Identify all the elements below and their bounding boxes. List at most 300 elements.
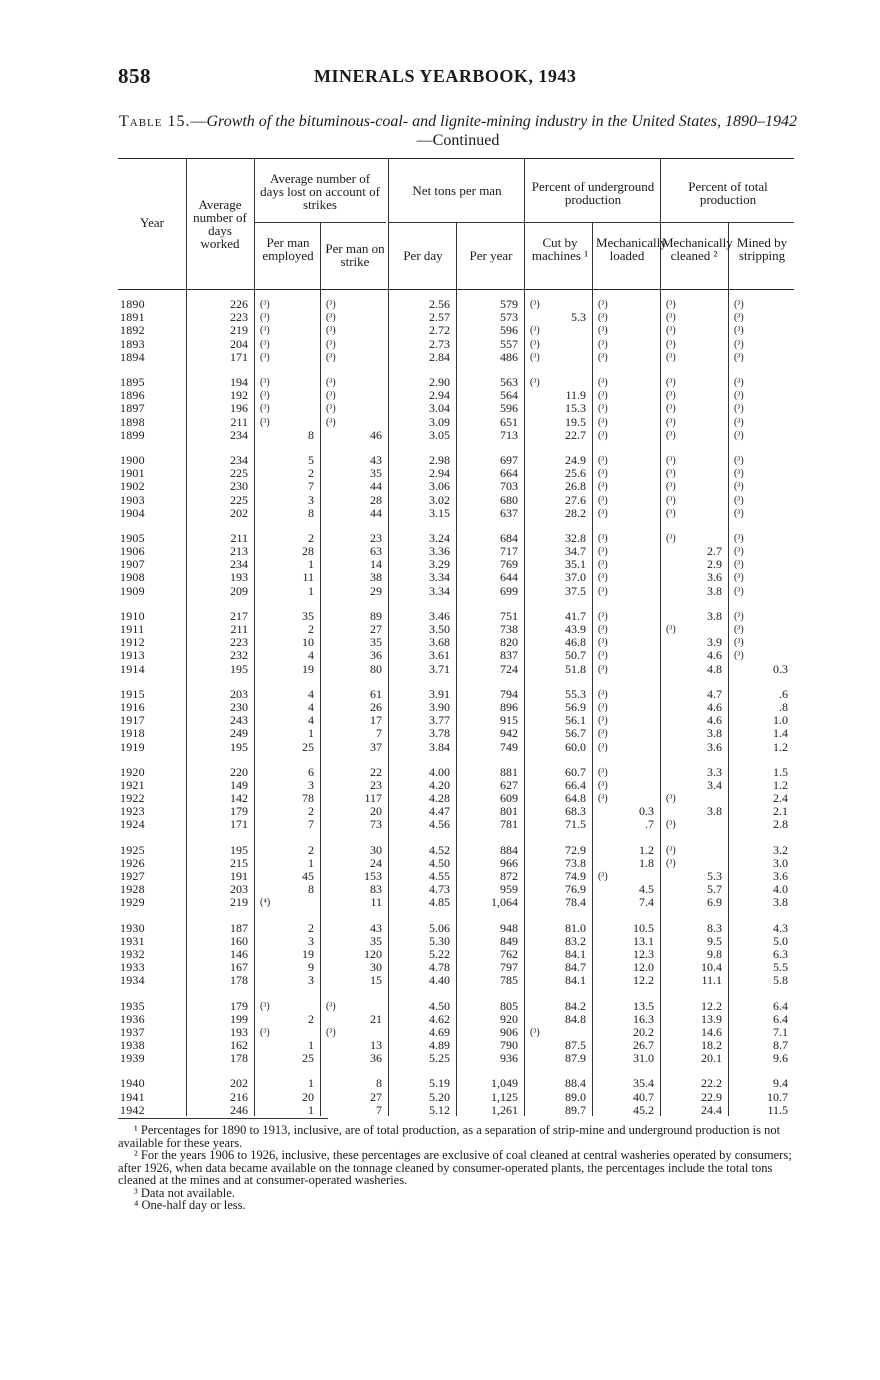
table-row: [118, 1091, 794, 1104]
value-cell: 3.34: [429, 584, 450, 598]
table-body: [118, 298, 794, 1117]
value-cell: 0.3: [773, 662, 788, 676]
group-spacer: [118, 520, 794, 532]
value-cell: 63: [370, 545, 382, 559]
value-cell: 948: [500, 921, 518, 935]
value-cell: (³): [326, 351, 336, 363]
table-row: [118, 948, 794, 961]
value-cell: 4.8: [707, 662, 722, 676]
year-cell: 1901: [120, 467, 145, 481]
header-mined-by-stripping: Mined by stripping: [736, 235, 788, 263]
value-cell: 191: [230, 869, 248, 884]
table-row: [118, 610, 794, 623]
value-cell: 4.56: [429, 818, 450, 832]
value-cell: 684: [500, 531, 518, 545]
value-cell: (³): [734, 624, 744, 636]
value-cell: (³): [734, 429, 744, 441]
value-cell: (³): [260, 1000, 270, 1012]
value-cell: (³): [666, 507, 676, 519]
value-cell: 6.9: [707, 896, 722, 910]
year-cell: 1939: [120, 1052, 145, 1066]
value-cell: 4.0: [773, 883, 788, 897]
data-table: [118, 298, 794, 1117]
value-cell: 219: [230, 324, 248, 338]
value-cell: 4.52: [429, 843, 450, 857]
value-cell: 966: [500, 856, 518, 870]
value-cell: 906: [500, 1025, 518, 1039]
value-cell: 5.22: [429, 947, 450, 961]
value-cell: 959: [500, 883, 518, 897]
value-cell: 1: [308, 1077, 314, 1091]
value-cell: (³): [260, 312, 270, 324]
value-cell: (³): [734, 494, 744, 506]
value-cell: 117: [364, 792, 382, 806]
value-cell: 22: [370, 765, 382, 779]
table-label: Table 15.: [119, 113, 191, 130]
value-cell: 37.5: [565, 584, 586, 598]
value-cell: 3.36: [429, 545, 450, 559]
table-row: [118, 636, 794, 649]
value-cell: (³): [666, 416, 676, 428]
value-cell: 769: [500, 558, 518, 572]
table-row: [118, 857, 794, 870]
value-cell: 211: [230, 622, 248, 637]
value-cell: 3: [308, 493, 314, 507]
value-cell: 1.2: [639, 843, 654, 857]
value-cell: (³): [666, 325, 676, 337]
value-cell: (³): [666, 312, 676, 324]
year-cell: 1899: [120, 428, 145, 442]
value-cell: 5.7: [707, 883, 722, 897]
value-cell: 785: [500, 974, 518, 988]
table-row: [118, 532, 794, 545]
value-cell: (³): [598, 299, 608, 311]
footnote-3: ³ Data not available.: [134, 1185, 235, 1200]
value-cell: 22.2: [701, 1077, 722, 1091]
year-cell: 1912: [120, 636, 145, 650]
running-title: MINERALS YEARBOOK, 1943: [314, 66, 577, 86]
value-cell: 74.9: [565, 869, 586, 884]
value-cell: 56.9: [565, 700, 586, 714]
year-cell: 1941: [120, 1090, 145, 1104]
value-cell: 3.50: [429, 622, 450, 637]
value-cell: 849: [500, 934, 518, 948]
table-row: [118, 779, 794, 792]
value-cell: 2.8: [773, 818, 788, 832]
value-cell: 9.5: [707, 934, 722, 948]
year-cell: 1928: [120, 883, 145, 897]
value-cell: .7: [645, 818, 654, 832]
value-cell: 28: [370, 493, 382, 507]
value-cell: 178: [230, 1052, 248, 1066]
value-cell: 223: [230, 636, 248, 650]
value-cell: 1.0: [773, 714, 788, 728]
value-cell: 881: [500, 765, 518, 779]
value-cell: 89: [370, 609, 382, 623]
table-row: [118, 558, 794, 571]
value-cell: 234: [230, 428, 248, 442]
value-cell: 1.2: [773, 740, 788, 754]
value-cell: 4.85: [429, 896, 450, 910]
value-cell: (³): [598, 871, 608, 883]
value-cell: 4.5: [639, 883, 654, 897]
value-cell: 794: [500, 687, 518, 701]
year-cell: 1933: [120, 961, 145, 975]
value-cell: 29: [370, 584, 382, 598]
value-cell: 22.7: [565, 428, 586, 442]
value-cell: 12.0: [633, 961, 654, 975]
value-cell: 3: [308, 974, 314, 988]
value-cell: 7: [376, 727, 382, 741]
value-cell: 4.7: [707, 687, 722, 701]
year-cell: 1890: [120, 298, 145, 312]
value-cell: 3.6: [707, 740, 722, 754]
value-cell: 24.9: [565, 453, 586, 467]
value-cell: (³): [666, 299, 676, 311]
value-cell: 11: [370, 896, 382, 910]
value-cell: 19: [302, 947, 314, 961]
value-cell: 713: [500, 428, 518, 442]
year-cell: 1918: [120, 727, 145, 741]
value-cell: (³): [260, 299, 270, 311]
value-cell: 38: [370, 571, 382, 585]
value-cell: 73: [370, 818, 382, 832]
value-cell: 5.06: [429, 921, 450, 935]
value-cell: 6.4: [773, 999, 788, 1013]
table-top-rule: [118, 158, 794, 159]
value-cell: 4.6: [707, 714, 722, 728]
value-cell: 202: [230, 506, 248, 520]
value-cell: 15: [370, 974, 382, 988]
value-cell: 25.6: [565, 467, 586, 481]
year-cell: 1916: [120, 700, 145, 714]
table-row: [118, 896, 794, 909]
year-cell: 1942: [120, 1103, 145, 1117]
table-row: [118, 727, 794, 740]
year-cell: 1930: [120, 921, 145, 935]
value-cell: 84.1: [565, 974, 586, 988]
value-cell: (³): [260, 351, 270, 363]
value-cell: 3.6: [707, 571, 722, 585]
table-row: [118, 883, 794, 896]
value-cell: 32.8: [565, 531, 586, 545]
value-cell: 45: [302, 869, 314, 884]
value-cell: 37.0: [565, 571, 586, 585]
table-row: [118, 961, 794, 974]
year-cell: 1940: [120, 1077, 145, 1091]
value-cell: 68.3: [565, 805, 586, 819]
value-cell: 1,125: [491, 1090, 518, 1104]
value-cell: 167: [230, 961, 248, 975]
value-cell: 216: [230, 1090, 248, 1104]
year-cell: 1903: [120, 493, 145, 507]
value-cell: (³): [530, 325, 540, 337]
value-cell: 11.5: [767, 1103, 788, 1117]
value-cell: 64.8: [565, 792, 586, 806]
year-cell: 1896: [120, 389, 145, 403]
value-cell: 199: [230, 1012, 248, 1026]
value-cell: 9.6: [773, 1052, 788, 1066]
value-cell: 609: [500, 792, 518, 806]
value-cell: 195: [230, 740, 248, 754]
header-tons-group: Net tons per man: [412, 183, 502, 198]
value-cell: (³): [666, 377, 676, 389]
value-cell: 5.30: [429, 934, 450, 948]
value-cell: 15.3: [565, 402, 586, 416]
value-cell: (³): [598, 507, 608, 519]
table-row: [118, 714, 794, 727]
year-cell: 1925: [120, 843, 145, 857]
value-cell: 0.3: [639, 805, 654, 819]
value-cell: 219: [230, 896, 248, 910]
value-cell: 7.1: [773, 1025, 788, 1039]
value-cell: (³): [260, 1026, 270, 1038]
value-cell: (³): [734, 507, 744, 519]
table-row: [118, 935, 794, 948]
value-cell: (³): [598, 688, 608, 700]
value-cell: 13.1: [633, 934, 654, 948]
value-cell: 35: [370, 467, 382, 481]
value-cell: (³): [598, 779, 608, 791]
value-cell: 749: [500, 740, 518, 754]
value-cell: 89.7: [565, 1103, 586, 1117]
year-cell: 1894: [120, 350, 145, 364]
value-cell: 13: [370, 1039, 382, 1053]
value-cell: 1.2: [773, 778, 788, 792]
value-cell: (³): [260, 338, 270, 350]
value-cell: 34.7: [565, 545, 586, 559]
value-cell: 203: [230, 687, 248, 701]
value-cell: 3.02: [429, 493, 450, 507]
value-cell: (³): [326, 403, 336, 415]
value-cell: 171: [230, 818, 248, 832]
value-cell: 4.00: [429, 765, 450, 779]
year-cell: 1902: [120, 480, 145, 494]
value-cell: 8.7: [773, 1039, 788, 1053]
value-cell: 46.8: [565, 636, 586, 650]
value-cell: 2.57: [429, 311, 450, 325]
value-cell: 19: [302, 662, 314, 676]
year-cell: 1893: [120, 337, 145, 351]
value-cell: 3.84: [429, 740, 450, 754]
value-cell: 7.4: [639, 896, 654, 910]
value-cell: (³): [734, 338, 744, 350]
value-cell: 234: [230, 453, 248, 467]
value-cell: 45.2: [633, 1103, 654, 1117]
table-row: [118, 429, 794, 442]
value-cell: 87.9: [565, 1052, 586, 1066]
value-cell: 1: [308, 558, 314, 572]
value-cell: (³): [666, 532, 676, 544]
value-cell: (³): [598, 454, 608, 466]
year-cell: 1898: [120, 415, 145, 429]
table-row: [118, 1039, 794, 1052]
value-cell: 2.94: [429, 467, 450, 481]
table-row: [118, 1104, 794, 1117]
value-cell: 820: [500, 636, 518, 650]
table-row: [118, 623, 794, 636]
table-row: [118, 663, 794, 676]
value-cell: 4: [308, 714, 314, 728]
value-cell: (³): [666, 624, 676, 636]
value-cell: (³): [734, 585, 744, 597]
value-cell: 211: [230, 531, 248, 545]
table-row: [118, 545, 794, 558]
value-cell: 2.7: [707, 545, 722, 559]
value-cell: 3.68: [429, 636, 450, 650]
caption-dash: —: [190, 113, 207, 130]
value-cell: 8: [308, 506, 314, 520]
year-cell: 1911: [120, 622, 145, 637]
value-cell: (³): [666, 403, 676, 415]
footnotes: [118, 1124, 798, 1212]
value-cell: 4.20: [429, 778, 450, 792]
year-cell: 1921: [120, 778, 145, 792]
table-row: [118, 376, 794, 389]
value-cell: (³): [666, 338, 676, 350]
value-cell: (³): [666, 351, 676, 363]
value-cell: 13.5: [633, 999, 654, 1013]
header-per-day: Per day: [403, 248, 443, 263]
value-cell: 14.6: [701, 1025, 722, 1039]
value-cell: (³): [598, 338, 608, 350]
value-cell: 1: [308, 727, 314, 741]
value-cell: 3.0: [773, 856, 788, 870]
value-cell: 4.73: [429, 883, 450, 897]
value-cell: 11.9: [565, 389, 586, 403]
value-cell: 837: [500, 649, 518, 663]
value-cell: (³): [734, 532, 744, 544]
value-cell: 3.77: [429, 714, 450, 728]
footnote-rule: [118, 1118, 328, 1119]
value-cell: (³): [734, 325, 744, 337]
value-cell: 3.61: [429, 649, 450, 663]
value-cell: 78: [302, 792, 314, 806]
value-cell: 20.2: [633, 1025, 654, 1039]
value-cell: 56.7: [565, 727, 586, 741]
value-cell: (³): [734, 377, 744, 389]
value-cell: 27: [370, 622, 382, 637]
value-cell: 226: [230, 298, 248, 312]
value-cell: (³): [598, 312, 608, 324]
year-cell: 1923: [120, 805, 145, 819]
value-cell: 16.3: [633, 1012, 654, 1026]
value-cell: 8: [308, 428, 314, 442]
value-cell: 202: [230, 1077, 248, 1091]
value-cell: (³): [598, 624, 608, 636]
value-cell: (³): [326, 390, 336, 402]
value-cell: 703: [500, 480, 518, 494]
value-cell: 41.7: [565, 609, 586, 623]
table-row: [118, 844, 794, 857]
header-total-group: Percent of total production: [688, 179, 768, 207]
value-cell: (³): [598, 351, 608, 363]
value-cell: (³): [666, 857, 676, 869]
value-cell: 4.6: [707, 649, 722, 663]
value-cell: 4.62: [429, 1012, 450, 1026]
value-cell: 6.4: [773, 1012, 788, 1026]
value-cell: 573: [500, 311, 518, 325]
table-row: [118, 999, 794, 1012]
value-cell: 1: [308, 584, 314, 598]
value-cell: 3.34: [429, 571, 450, 585]
value-cell: (³): [530, 377, 540, 389]
footnote-4: ⁴ One-half day or less.: [134, 1198, 246, 1212]
value-cell: 4: [308, 700, 314, 714]
value-cell: (³): [598, 468, 608, 480]
value-cell: 1: [308, 1103, 314, 1117]
value-cell: 6: [308, 765, 314, 779]
value-cell: 55.3: [565, 687, 586, 701]
value-cell: 4.50: [429, 856, 450, 870]
value-cell: 13.9: [701, 1012, 722, 1026]
value-cell: 120: [364, 947, 382, 961]
value-cell: 651: [500, 415, 518, 429]
year-cell: 1932: [120, 947, 145, 961]
value-cell: 28: [302, 545, 314, 559]
value-cell: 5.5: [773, 961, 788, 975]
value-cell: 4.78: [429, 961, 450, 975]
value-cell: 35: [302, 609, 314, 623]
value-cell: 84.1: [565, 947, 586, 961]
value-cell: 37: [370, 740, 382, 754]
table-row: [118, 585, 794, 598]
table-row: [118, 805, 794, 818]
table-row: [118, 688, 794, 701]
header-mech-loaded: Mechanically loaded: [596, 235, 667, 263]
value-cell: 3.8: [707, 609, 722, 623]
value-cell: (³): [598, 572, 608, 584]
value-cell: (³): [598, 741, 608, 753]
header-avg-days: Average number of days worked: [193, 197, 247, 251]
value-cell: 24: [370, 856, 382, 870]
value-cell: 27.6: [565, 493, 586, 507]
table-row: [118, 338, 794, 351]
value-cell: 596: [500, 324, 518, 338]
value-cell: (³): [666, 793, 676, 805]
value-cell: 88.4: [565, 1077, 586, 1091]
value-cell: 11: [302, 571, 314, 585]
value-cell: 209: [230, 584, 248, 598]
value-cell: 4.47: [429, 805, 450, 819]
value-cell: 4: [308, 687, 314, 701]
value-cell: 680: [500, 493, 518, 507]
value-cell: 596: [500, 402, 518, 416]
value-cell: 35: [370, 636, 382, 650]
value-cell: 10.4: [701, 961, 722, 975]
value-cell: (³): [326, 1000, 336, 1012]
value-cell: 35: [370, 934, 382, 948]
group-spacer: [118, 364, 794, 376]
value-cell: 2: [308, 622, 314, 637]
value-cell: 3.8: [773, 896, 788, 910]
table-row: [118, 974, 794, 987]
caption-suffix: —Continued: [416, 132, 500, 149]
value-cell: 27: [370, 1090, 382, 1104]
value-cell: 5.19: [429, 1077, 450, 1091]
year-cell: 1905: [120, 531, 145, 545]
value-cell: (³): [598, 403, 608, 415]
value-cell: 5.0: [773, 934, 788, 948]
value-cell: 896: [500, 700, 518, 714]
value-cell: (³): [598, 494, 608, 506]
table-row: [118, 922, 794, 935]
value-cell: (³): [734, 299, 744, 311]
value-cell: 7: [308, 480, 314, 494]
value-cell: (³): [530, 1026, 540, 1038]
value-cell: 2: [308, 843, 314, 857]
value-cell: 43: [370, 453, 382, 467]
